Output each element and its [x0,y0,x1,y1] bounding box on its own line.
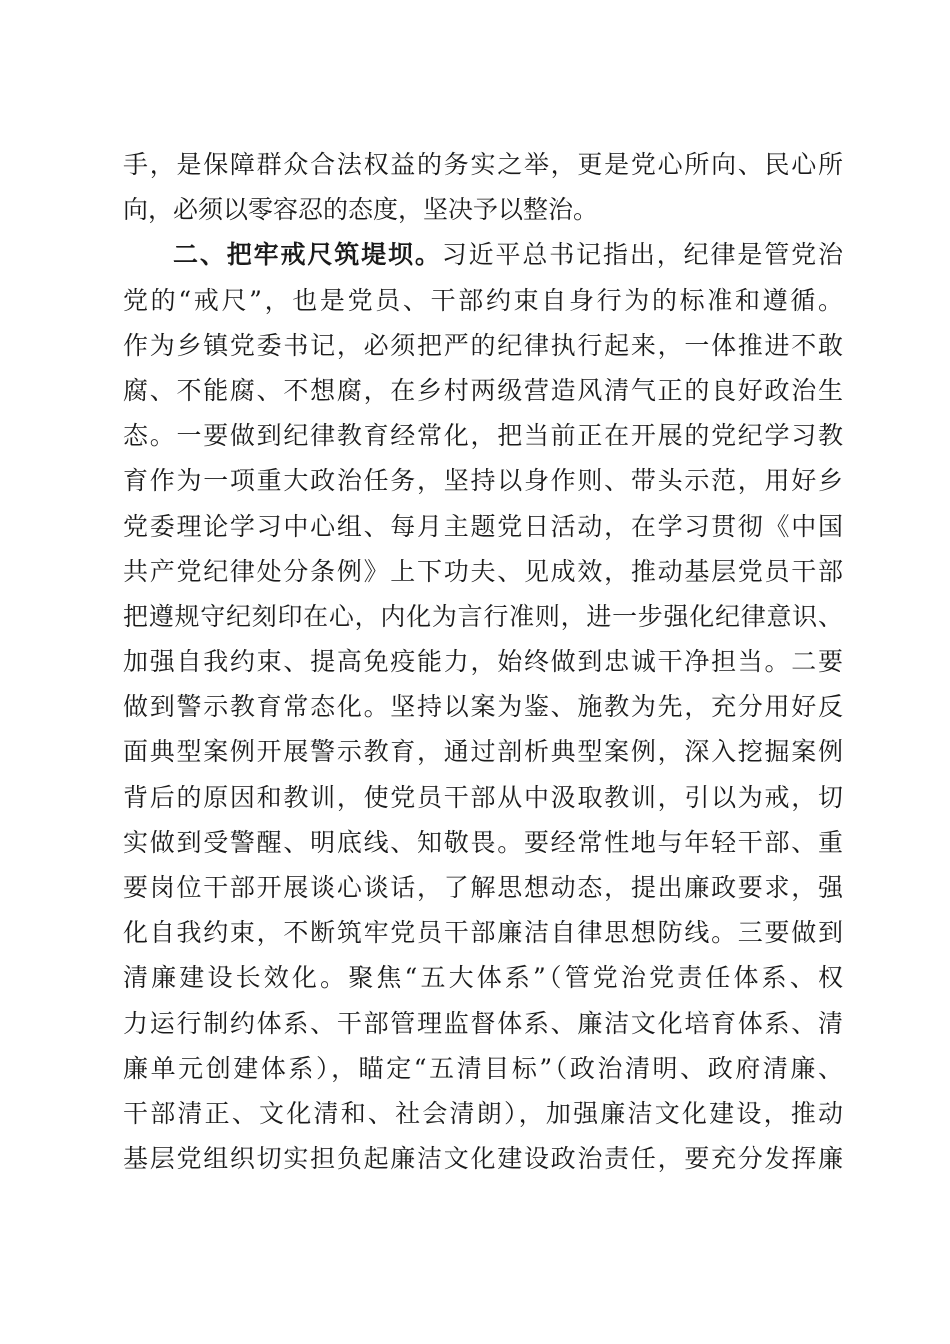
text-line: 干部清正、文化清和、社会清朗），加强廉洁文化建设，推动 [123,1098,843,1128]
text-line: 基层党组织切实担负起廉洁文化建设政治责任，要充分发挥廉 [123,1144,843,1174]
body-text [123,142,843,1181]
text-line: 育作为一项重大政治任务，坚持以身作则、带头示范，用好乡 [123,466,843,496]
text-fragment: 习近平总书记指出，纪律是管党治 [441,240,843,270]
text-line: 加强自我约束、提高免疫能力，始终做到忠诚干净担当。二要 [123,647,843,677]
text-line: 态。一要做到纪律教育经常化，把当前正在开展的党纪学习教 [123,421,843,451]
text-line: 作为乡镇党委书记，必须把严的纪律执行起来，一体推进不敢 [123,330,843,360]
text-line: 面典型案例开展警示教育，通过剖析典型案例，深入挖掘案例 [123,737,843,767]
text-line: 党的“戒尺”，也是党员、干部约束自身行为的标准和遵循。 [123,285,843,315]
text-line: 背后的原因和教训，使党员干部从中汲取教训，引以为戒，切 [123,782,843,812]
text-line: 党委理论学习中心组、每月主题党日活动，在学习贯彻《中国 [123,511,843,541]
section-heading: 二、把牢戒尺筑堤坝。 [173,240,442,270]
text-line: 要岗位干部开展谈心谈话，了解思想动态，提出廉政要求，强 [123,873,843,902]
text-line: 腐、不能腐、不想腐，在乡村两级营造风清气正的良好政治生 [123,375,843,405]
text-line: 向，必须以零容忍的态度，坚决予以整治。 [123,195,599,225]
text-line: 廉单元创建体系），瞄定“五清目标”（政治清明、政府清廉、 [123,1053,843,1083]
text-line: 力运行制约体系、干部管理监督体系、廉洁文化培育体系、清 [123,1008,843,1038]
text-line: 实做到受警醒、明底线、知敬畏。要经常性地与年轻干部、重 [123,827,843,857]
text-line: 把遵规守纪刻印在心，内化为言行准则，进一步强化纪律意识、 [123,601,843,631]
text-line: 做到警示教育常态化。坚持以案为鉴、施教为先，充分用好反 [123,692,843,722]
text-line: 共产党纪律处分条例》上下功夫、见成效，推动基层党员干部 [123,556,843,586]
section-heading-line [123,232,843,277]
text-line: 清廉建设长效化。聚焦“五大体系”（管党治党责任体系、权 [123,963,843,993]
text-line: 化自我约束，不断筑牢党员干部廉洁自律思想防线。三要做到 [123,918,843,948]
text-line: 手，是保障群众合法权益的务实之举，更是党心所向、民心所 [123,150,843,179]
